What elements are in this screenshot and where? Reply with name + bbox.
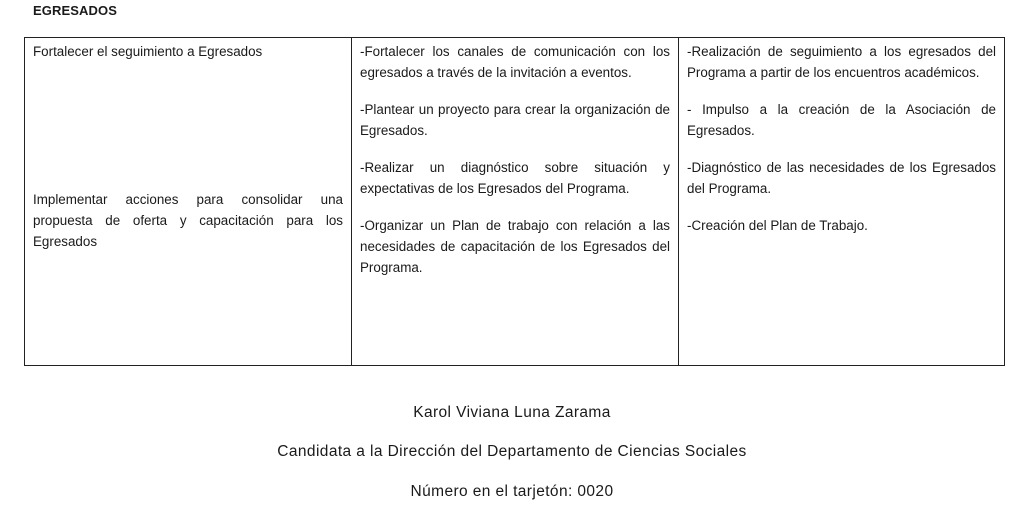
result-item: -Realización de seguimiento a los egresados del Programa a partir de los encuentros académicos.	[687, 44, 996, 80]
objective-item: Implementar acciones para consolidar una propuesta de oferta y capacitación para los Egresados	[33, 192, 343, 249]
strategy-item: -Plantear un proyecto para crear la organización de Egresados.	[360, 102, 670, 138]
result-item: -Creación del Plan de Trabajo.	[687, 218, 868, 233]
ballot-number: Número en el tarjetón: 0020	[410, 483, 614, 500]
candidate-position: Candidata a la Dirección del Departamento de Ciencias Sociales	[277, 443, 747, 460]
strategy-item: -Fortalecer los canales de comunicación con los egresados a través de la invitación a eventos.	[360, 44, 670, 80]
objective-item: Fortalecer el seguimiento a Egresados	[33, 44, 263, 59]
candidate-name: Karol Viviana Luna Zarama	[413, 404, 611, 421]
strategies-cell	[352, 38, 679, 366]
plan-table	[24, 37, 1005, 366]
table-row	[25, 38, 1005, 366]
results-cell	[679, 38, 1005, 366]
strategy-item: -Realizar un diagnóstico sobre situación y expectativas de los Egresados del Programa.	[360, 160, 670, 196]
result-item: -Diagnóstico de las necesidades de los Egresados del Programa.	[687, 160, 996, 196]
result-item: - Impulso a la creación de la Asociación de Egresados.	[687, 102, 996, 138]
section-heading: EGRESADOS	[33, 3, 117, 18]
strategy-item: -Organizar un Plan de trabajo con relación a las necesidades de capacitación de los Egresados del Programa.	[360, 218, 670, 275]
objectives-cell	[25, 38, 352, 366]
